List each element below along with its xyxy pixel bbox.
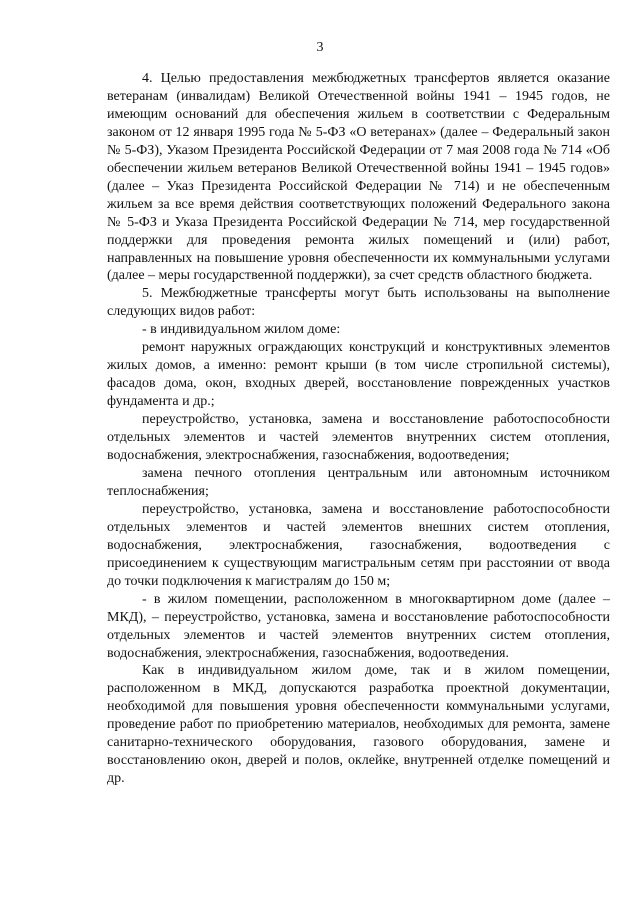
list-item-internal-systems: переустройство, установка, замена и восстановление работоспособности отдельных элементов и частей элементов внутренних систем отопления, водоснабжения, электроснабжения, газоснабжения, водоотведения; xyxy=(107,412,610,464)
list-item-stove-heating: замена печного отопления центральным или автономным источником теплоснабжения; xyxy=(107,465,610,499)
document-body xyxy=(107,70,610,788)
page-number: 3 xyxy=(316,40,324,55)
paragraph-5-works: 5. Межбюджетные трансферты могут быть использованы на выполнение следующих видов работ: xyxy=(107,286,610,320)
list-item-apartment-mkd: - в жилом помещении, расположенном в многоквартирном доме (далее – МКД), – переустройство, установка, замена и восстановление работоспособности отдельных элементов и частей элементов внутренних систем отопления, водоснабжения, электроснабжения, газоснабжения, водоотведения. xyxy=(107,591,610,661)
list-item-external-systems: переустройство, установка, замена и восстановление работоспособности отдельных элементов и частей элементов внешних систем отопления, водоснабжения, электроснабжения, газоснабжения, водоотведения с присоединением к существующим магистральным сетям при расстоянии от ввода до точки подключения к магистралям до 150 м; xyxy=(107,501,610,589)
paragraph-4-purpose: 4. Целью предоставления межбюджетных трансфертов является оказание ветеранам (инвалидам) Великой Отечественной войны 1941 – 1945 годов, не имеющим оснований для обеспечения жильем в соответствии с Федеральным законом от 12 января 1995 года № 5-ФЗ «О ветеранах» (далее – Федеральный закон № 5-ФЗ), Указом Президента Российской Федерации от 7 мая 2008 года № 714 «Об обеспечении жильем ветеранов Великой Отечественной войны 1941 – 1945 годов» (далее – Указ Президента Российской Федерации № 714) и не обеспеченным жильем за все время действия соответствующих положений Федерального закона № 5-ФЗ и Указа Президента Российской Федерации № 714, мер государственной поддержки для проведения ремонта жилых помещений и (или) работ, направленных на повышение уровня обеспеченности их коммунальными услугами (далее – меры государственной поддержки), за счет средств областного бюджета. xyxy=(107,71,610,284)
list-item-individual-house: - в индивидуальном жилом доме: xyxy=(142,322,341,338)
paragraph-additional-works: Как в индивидуальном жилом доме, так и в жилом помещении, расположенном в МКД, допускаются разработка проектной документации, необходимой для повышения уровня обеспеченности коммунальными услугами, проведение работ по приобретению материалов, необходимых для ремонта, замене санитарно-технического оборудования, газового оборудования, замене и восстановлению окон, дверей и полов, оклейке, внутренней отделке помещений и др. xyxy=(107,663,610,787)
list-item-exterior-repair: ремонт наружных ограждающих конструкций и конструктивных элементов жилых домов, а именно: ремонт крыши (в том числе стропильной системы), фасадов дома, окон, входных дверей, восстановление поврежденных участков фундамента и др.; xyxy=(107,340,610,410)
